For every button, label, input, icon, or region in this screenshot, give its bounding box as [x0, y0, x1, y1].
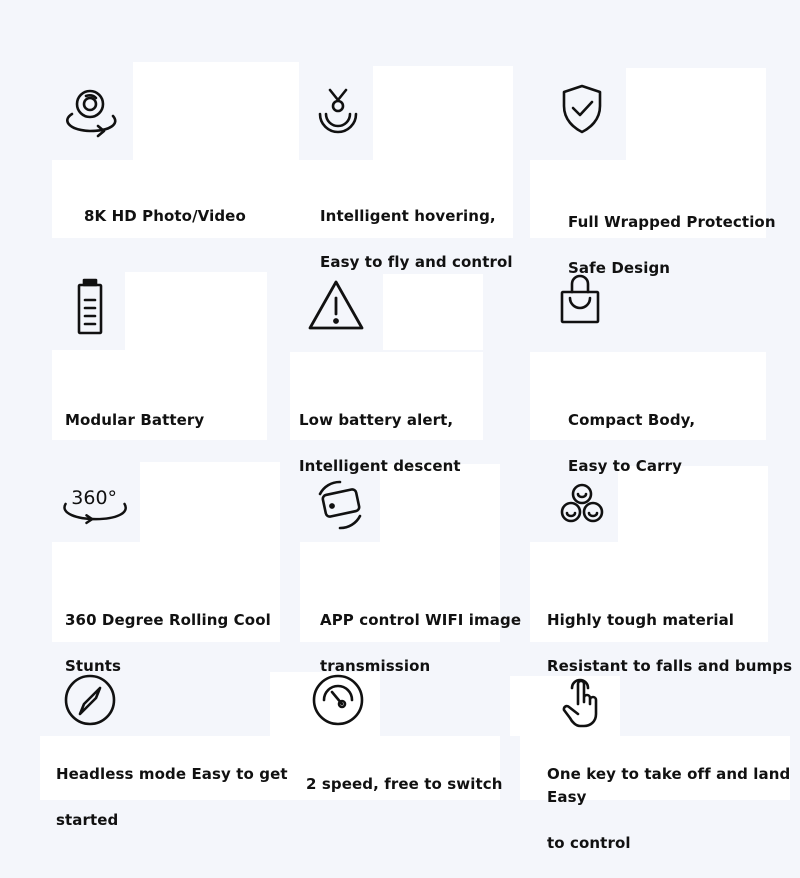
feature-label-photo [84, 182, 246, 251]
feature-label-line: Stunts [65, 657, 122, 675]
feature-label-line: Intelligent hovering, [320, 207, 496, 225]
feature-label-line: 360 Degree Rolling Cool [65, 611, 271, 629]
backdrop-panel [373, 66, 513, 162]
feature-label-speed [306, 750, 503, 819]
feature-label-line: started [56, 811, 119, 829]
feature-label-line: APP control WIFI image [320, 611, 522, 629]
feature-label-line: Low battery alert, [299, 411, 454, 429]
360-rotate-icon [56, 466, 136, 538]
360-icon-text: 360° [71, 486, 118, 509]
backdrop-panel [140, 462, 280, 542]
bag-icon [544, 266, 616, 338]
feature-label-headless [56, 740, 288, 855]
feature-label-line: Highly tough material [547, 611, 735, 629]
feature-label-line: Modular Battery [65, 411, 205, 429]
feature-label-line: Easy to Carry [568, 457, 682, 475]
compass-icon [54, 660, 126, 732]
feature-label-line: Resistant to falls and bumps [547, 657, 793, 675]
backdrop-panel [133, 62, 299, 162]
feature-label-line: Easy to fly and control [320, 253, 513, 271]
feature-label-line: to control [547, 834, 631, 852]
backdrop-panel [626, 68, 766, 162]
feature-label-battery [65, 386, 204, 455]
hover-icon [302, 76, 374, 148]
feature-label-line: Safe Design [568, 259, 671, 277]
backdrop-panel [125, 272, 267, 350]
camera-rotate-icon [54, 74, 126, 146]
feature-label-onekey [547, 740, 800, 878]
feature-label-line: One key to take off and land Easy [547, 765, 791, 806]
tap-hand-icon [546, 664, 618, 736]
feature-label-line: 8K HD Photo/Video [84, 207, 246, 225]
feature-label-line: Compact Body, [568, 411, 696, 429]
battery-icon [54, 270, 126, 342]
feature-label-line: transmission [320, 657, 431, 675]
feature-label-line: Headless mode Easy to get [56, 765, 288, 783]
shield-check-icon [546, 72, 618, 144]
three-circles-icon [546, 470, 618, 542]
feature-label-line: Intelligent descent [299, 457, 461, 475]
feature-label-line: 2 speed, free to switch [306, 775, 503, 793]
feature-label-line: Full Wrapped Protection [568, 213, 776, 231]
warning-triangle-icon [300, 268, 372, 340]
speedometer-icon [302, 660, 374, 732]
phone-rotate-icon [304, 468, 376, 540]
